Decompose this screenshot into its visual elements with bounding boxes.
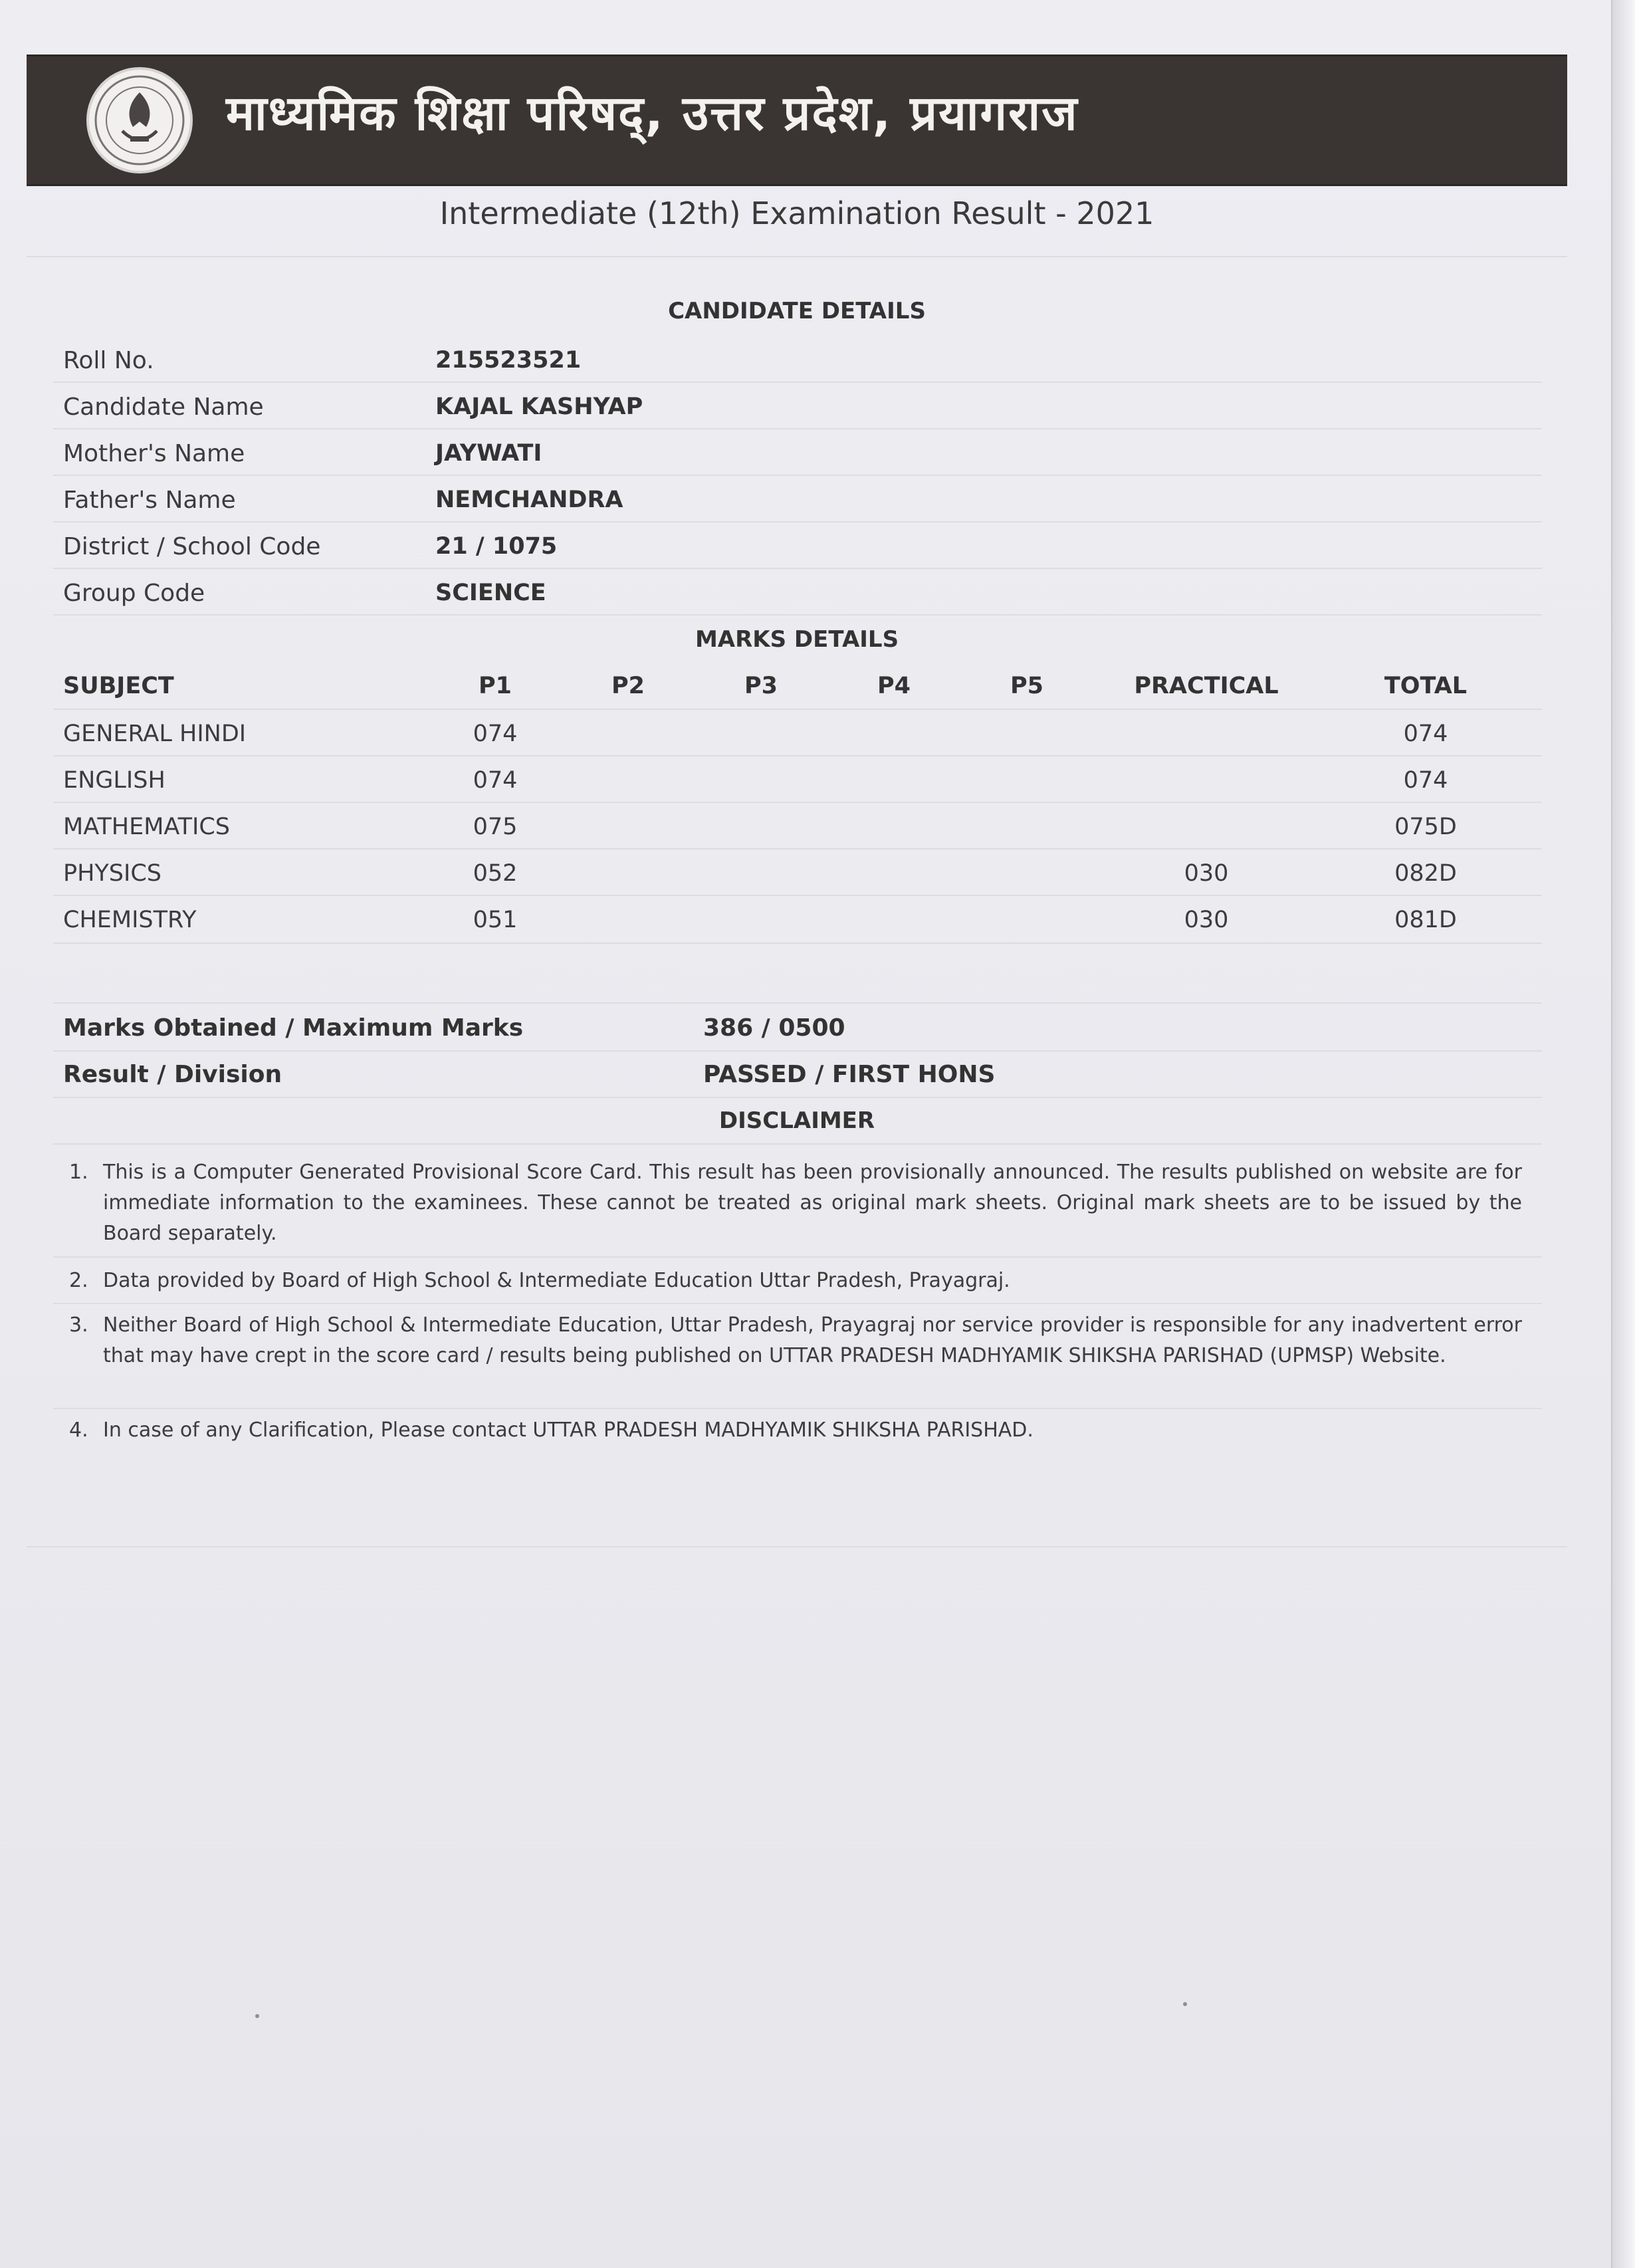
result-division-value: PASSED / FIRST HONS: [703, 1061, 996, 1088]
upmsp-seal-icon: [86, 67, 193, 173]
column-header-practical: PRACTICAL: [1134, 673, 1279, 699]
total-cell: 074: [1403, 767, 1448, 794]
item-number: 2.: [69, 1269, 88, 1292]
item-text: In case of any Clarification, Please contact UTTAR PRADESH MADHYAMIK SHIKSHA PARISHAD.: [103, 1418, 1034, 1442]
subject-cell: GENERAL HINDI: [63, 721, 247, 747]
divider: [53, 1002, 1542, 1004]
divider: [53, 848, 1542, 850]
group-code-value: SCIENCE: [435, 580, 546, 606]
total-cell: 082D: [1394, 860, 1457, 887]
item-number: 1.: [69, 1161, 88, 1184]
divider: [53, 1050, 1542, 1052]
item-text: Neither Board of High School & Intermediate Education, Uttar Pradesh, Prayagraj nor service provider is responsible for any inadvertent error that may have crept in the score card / results being published on UTTAR PRADESH MADHYAMIK SHIKSHA PARISHAD (UPMSP) Website.: [103, 1313, 1522, 1367]
divider: [53, 614, 1542, 616]
candidate-details-heading: CANDIDATE DETAILS: [668, 298, 926, 324]
paper-speck: [255, 2014, 259, 2018]
paper-speck: [1183, 2002, 1187, 2006]
exam-title: Intermediate (12th) Examination Result - 2021: [439, 195, 1154, 231]
header-banner: [27, 55, 1567, 186]
divider: [53, 568, 1542, 569]
total-cell: 075D: [1394, 814, 1457, 840]
divider: [53, 755, 1542, 756]
item-text: This is a Computer Generated Provisional Score Card. This result has been provisionally announced. The results published on website are for immediate information to the examinees. These cannot be treated as original mark sheets. Original mark sheets are to be issued by the Board separately.: [103, 1161, 1522, 1245]
p1-cell: 052: [473, 860, 518, 887]
subject-cell: ENGLISH: [63, 767, 165, 794]
divider: [27, 256, 1567, 257]
item-text: Data provided by Board of High School & Intermediate Education Uttar Pradesh, Prayagraj.: [103, 1269, 1010, 1292]
marks-details-heading: MARKS DETAILS: [695, 626, 899, 653]
divider: [53, 1097, 1542, 1098]
divider: [53, 521, 1542, 522]
board-name-hindi: माध्यमिक शिक्षा परिषद्, उत्तर प्रदेश, प्रयागराज: [226, 85, 1079, 141]
father-name-value: NEMCHANDRA: [435, 487, 623, 513]
column-header-subject: SUBJECT: [63, 673, 174, 699]
candidate-name-label: Candidate Name: [63, 394, 264, 421]
p1-cell: 075: [473, 814, 518, 840]
divider: [53, 382, 1542, 383]
divider: [53, 1256, 1542, 1258]
mother-name-label: Mother's Name: [63, 440, 245, 467]
column-header-total: TOTAL: [1384, 673, 1468, 699]
result-division-label: Result / Division: [63, 1061, 282, 1088]
total-cell: 074: [1403, 721, 1448, 747]
p1-cell: 074: [473, 767, 518, 794]
p1-cell: 074: [473, 721, 518, 747]
divider: [53, 1143, 1542, 1145]
column-header-p5: P5: [1010, 673, 1043, 699]
column-header-p4: P4: [877, 673, 911, 699]
divider: [27, 1546, 1567, 1547]
column-header-p3: P3: [744, 673, 778, 699]
marks-obtained-label: Marks Obtained / Maximum Marks: [63, 1014, 524, 1042]
total-cell: 081D: [1394, 907, 1457, 933]
group-code-label: Group Code: [63, 580, 205, 607]
subject-cell: PHYSICS: [63, 860, 162, 887]
practical-cell: 030: [1184, 907, 1229, 933]
marks-obtained-value: 386 / 0500: [703, 1014, 845, 1042]
item-number: 3.: [69, 1313, 88, 1337]
divider: [53, 1303, 1542, 1304]
subject-cell: MATHEMATICS: [63, 814, 231, 840]
paper-edge: [1611, 0, 1635, 2268]
candidate-name-value: KAJAL KASHYAP: [435, 394, 643, 420]
divider: [53, 802, 1542, 803]
p1-cell: 051: [473, 907, 518, 933]
divider: [53, 709, 1542, 710]
father-name-label: Father's Name: [63, 487, 236, 514]
divider: [53, 475, 1542, 476]
district-school-code-value: 21 / 1075: [435, 533, 558, 560]
district-school-code-label: District / School Code: [63, 533, 321, 560]
column-header-p2: P2: [611, 673, 645, 699]
mother-name-value: JAYWATI: [435, 440, 542, 467]
divider: [53, 943, 1542, 944]
divider: [53, 1408, 1542, 1409]
divider: [53, 428, 1542, 429]
practical-cell: 030: [1184, 860, 1229, 887]
roll-no-value: 215523521: [435, 347, 582, 374]
subject-cell: CHEMISTRY: [63, 907, 197, 933]
column-header-p1: P1: [478, 673, 512, 699]
roll-no-label: Roll No.: [63, 347, 154, 374]
divider: [53, 895, 1542, 896]
disclaimer-heading: DISCLAIMER: [718, 1107, 875, 1134]
item-number: 4.: [69, 1418, 88, 1442]
